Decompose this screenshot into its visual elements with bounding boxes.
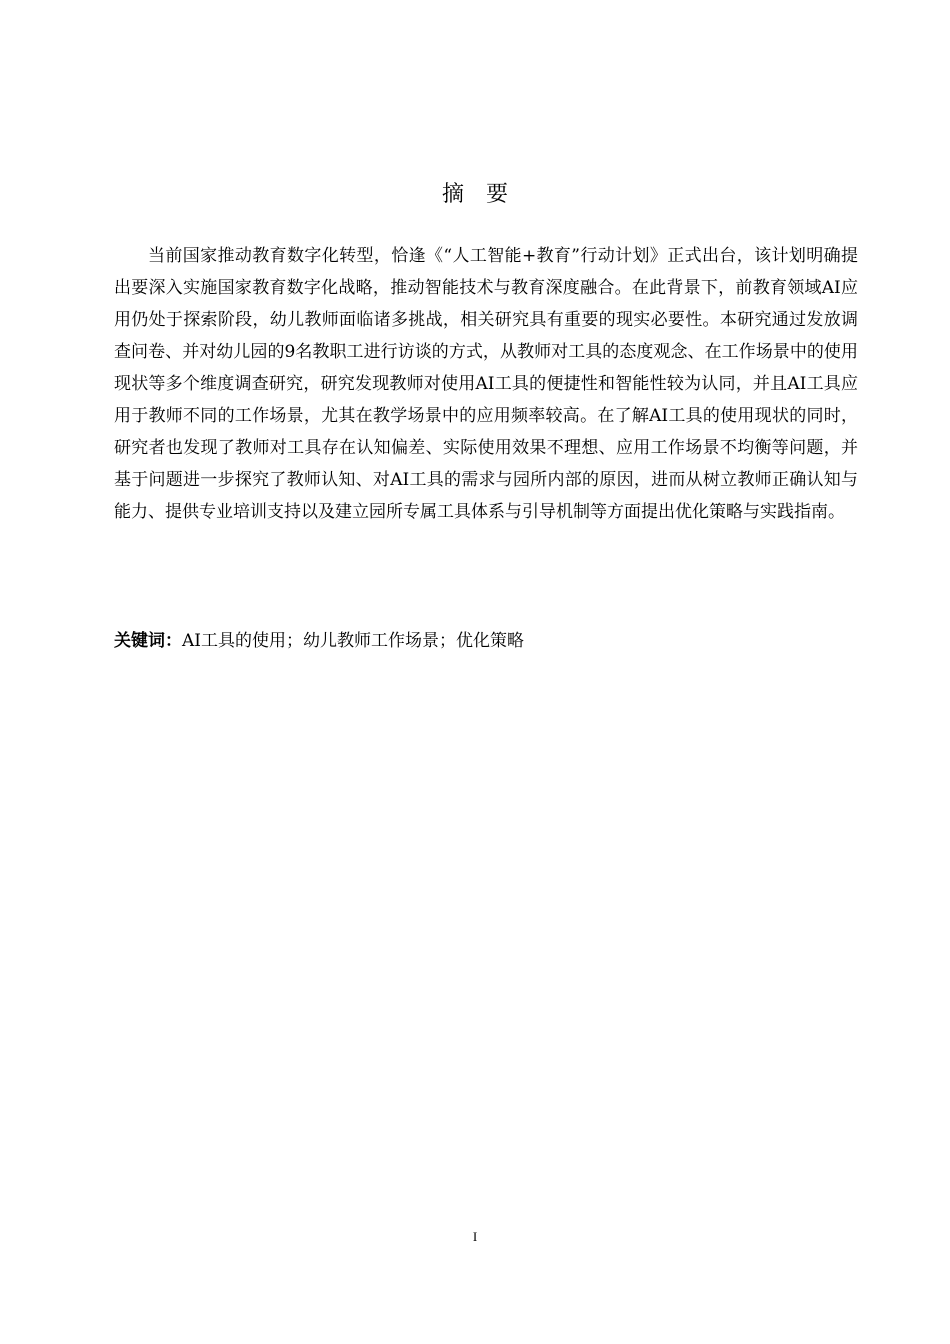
abstract-title: 摘要 — [441, 182, 530, 207]
abstract-body: 当前国家推动教育数字化转型，恰逢《“人工智能+教育”行动计划》正式出台，该计划明确提出要深入实施国家教育数字化战略，推动智能技术与教育深度融合。在此背景下，前教育领域AI应用仍处于探索阶段，幼儿教师面临诸多挑战，相关研究具有重要的现实必要性。本研究通过发放调查问卷、并对幼儿园的9名教职工进行访谈的方式，从教师对工具的态度观念、在工作场景中的使用现状等多个维度调查研究，研究发现教师对使用AI工具的便捷性和智能性较为认同，并且AI工具应用于教师不同的工作场景，尤其在教学场景中的应用频率较高。在了解AI工具的使用现状的同时，研究者也发现了教师对工具存在认知偏差、实际使用效果不理想、应用工作场景不均衡等问题，并基于问题进一步探究了教师认知、对AI工具的需求与园所内部的原因，进而从树立教师正确认知与能力、提供专业培训支持以及建立园所专属工具体系与引导机制等方面提出优化策略与实践指南。 — [114, 246, 858, 522]
page-number: I — [472, 1229, 478, 1244]
keywords-text: AI工具的使用；幼儿教师工作场景；优化策略 — [182, 631, 524, 651]
keywords-label: 关键词： — [114, 631, 182, 651]
keywords-line — [114, 625, 858, 657]
